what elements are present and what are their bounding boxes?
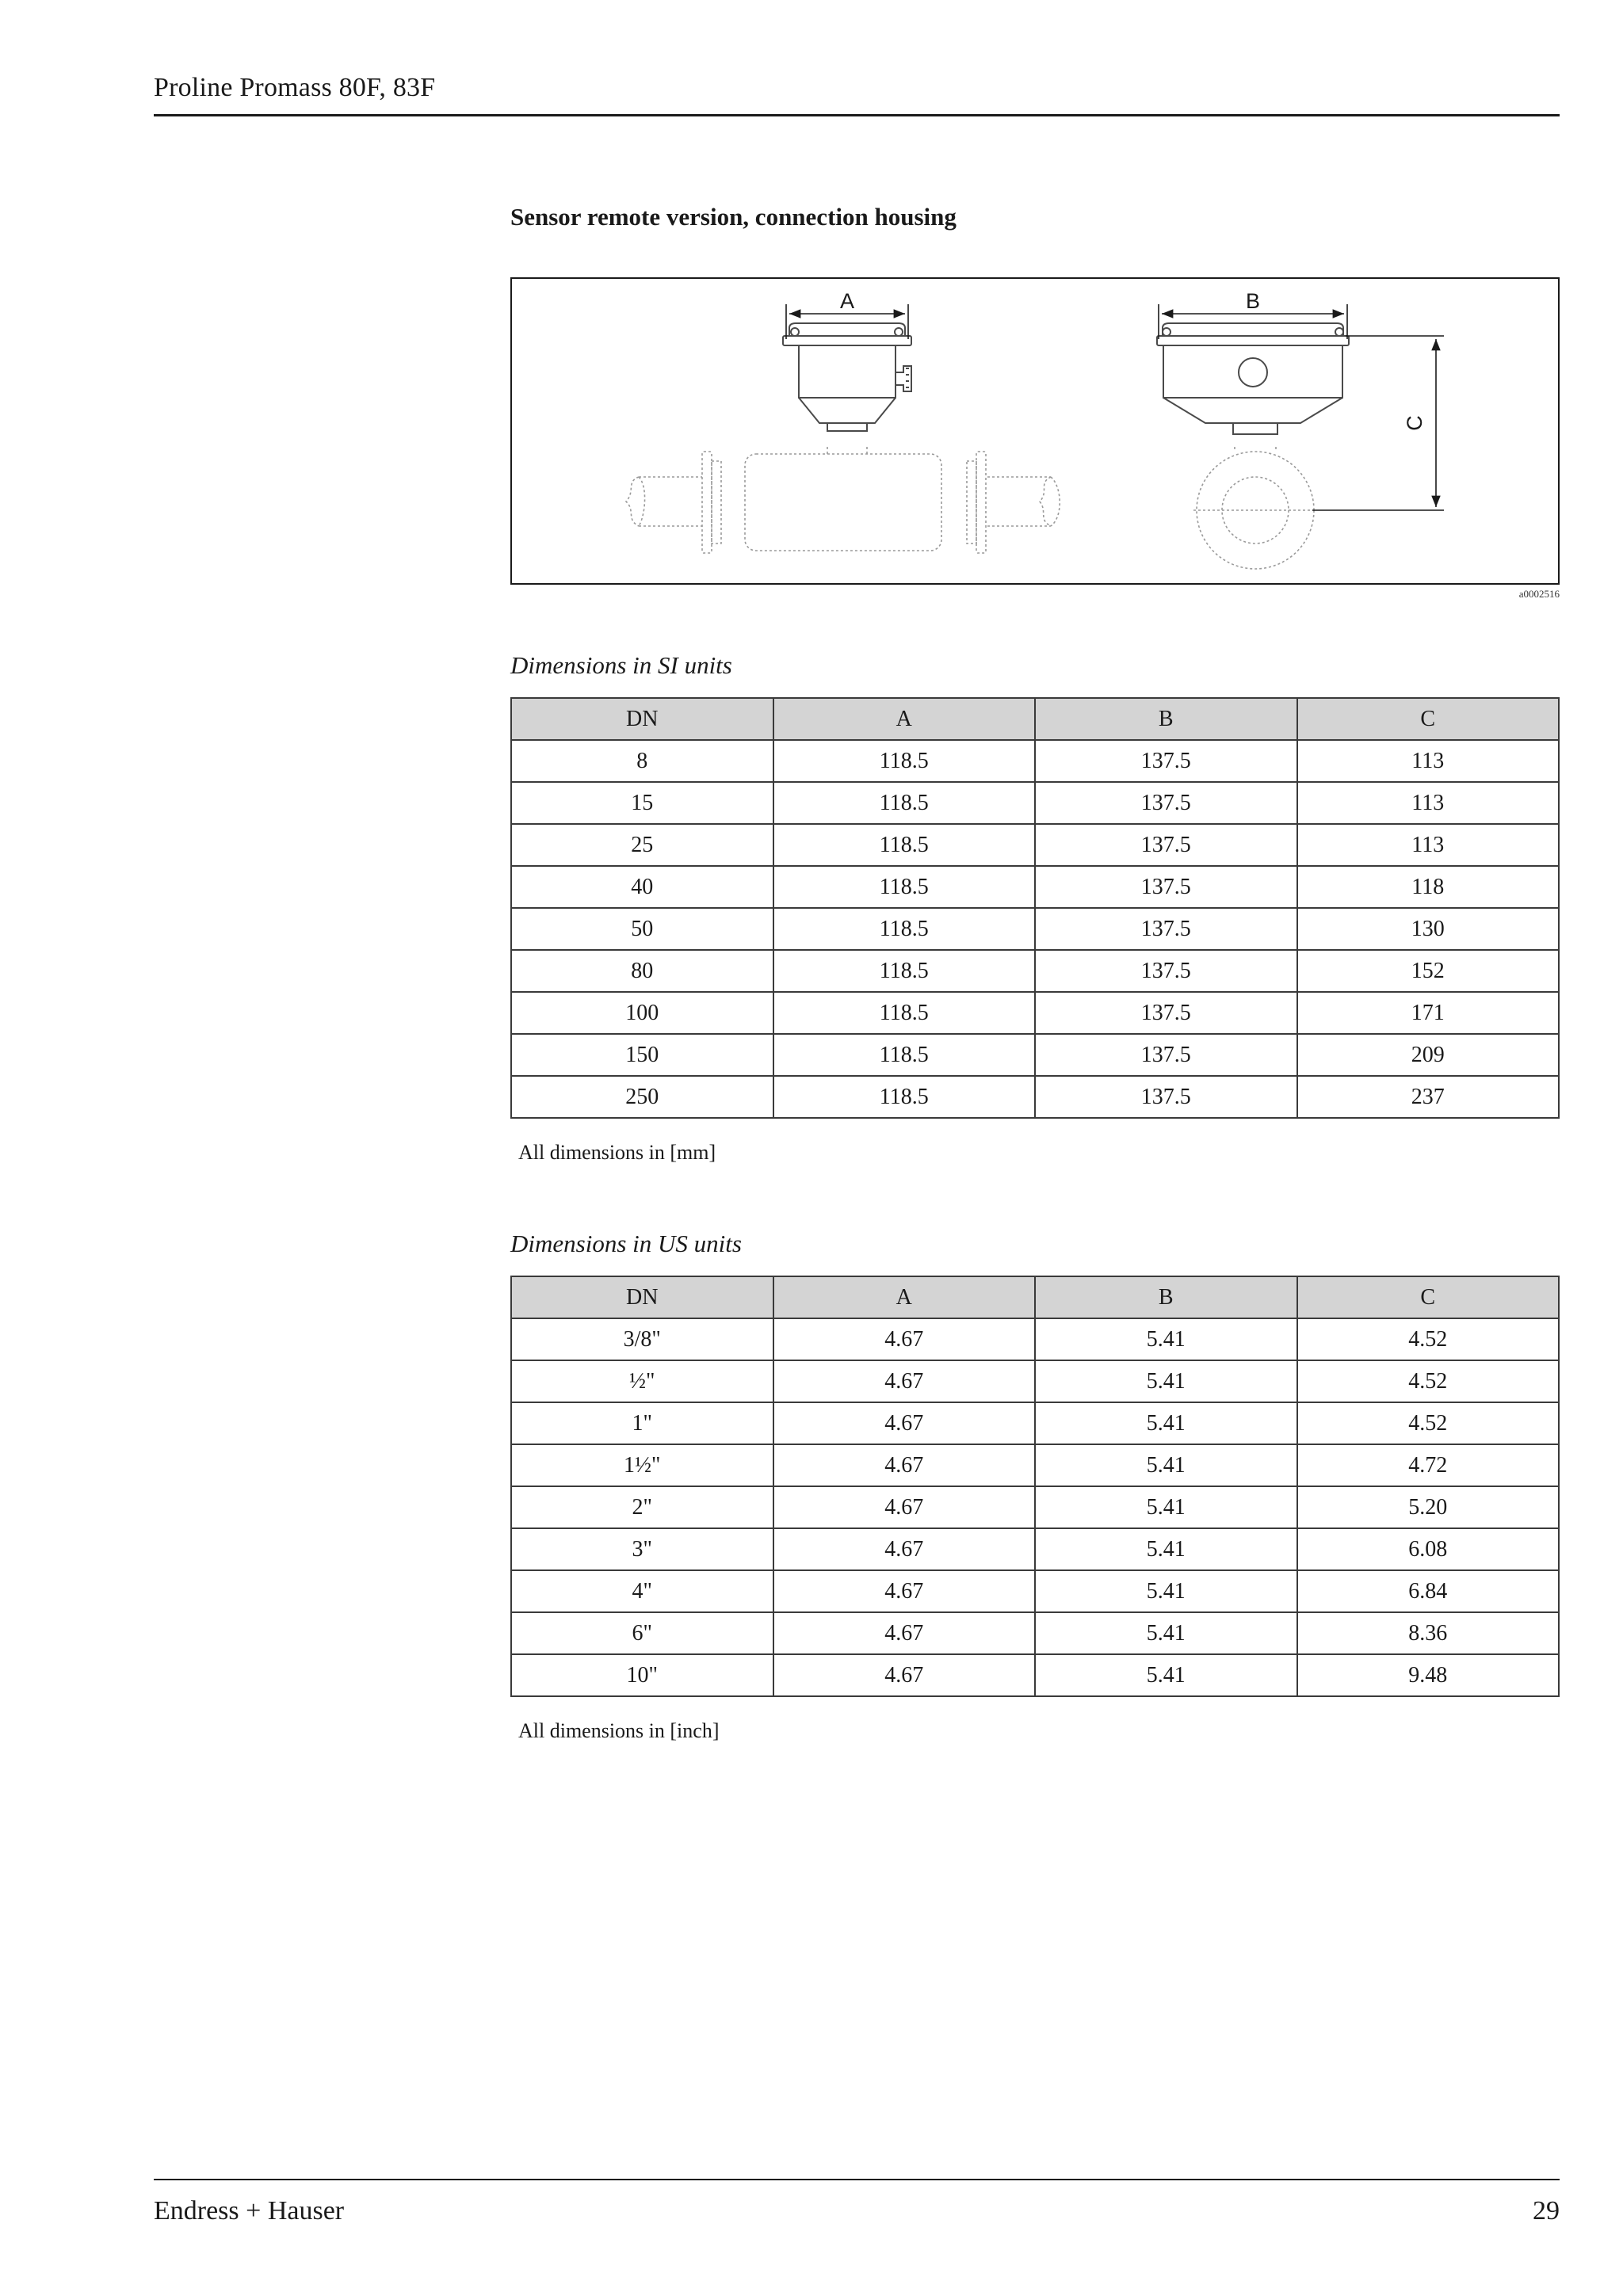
si-dimensions-table [510,697,1560,1119]
us-table-note: All dimensions in [inch] [518,1719,720,1742]
table-row [511,1612,1559,1654]
header-rule [154,114,1560,116]
side-view-drawing [626,289,1060,553]
cell-b: 137.5 [1035,992,1297,1034]
dimension-label-b: B [1245,289,1261,313]
cell-c: 4.52 [1297,1402,1560,1444]
cell-c: 9.48 [1297,1654,1560,1696]
dimension-label-c: C [1403,415,1426,431]
si-table-caption: Dimensions in SI units [510,651,732,679]
cell-c: 6.08 [1297,1528,1560,1570]
cell-a: 118.5 [773,992,1036,1034]
cell-dn: 3" [511,1528,773,1570]
cell-a: 118.5 [773,1076,1036,1118]
cell-b: 137.5 [1035,824,1297,866]
cell-c: 130 [1297,908,1560,950]
table-row [511,1444,1559,1486]
cell-b: 137.5 [1035,1076,1297,1118]
cell-c: 171 [1297,992,1560,1034]
cell-c: 4.52 [1297,1360,1560,1402]
cell-b: 5.41 [1035,1612,1297,1654]
table-row [511,1486,1559,1528]
cell-c: 4.72 [1297,1444,1560,1486]
table-row [511,1654,1559,1696]
table-row [511,740,1559,782]
column-header-dn: DN [511,1276,773,1318]
cell-a: 4.67 [773,1318,1036,1360]
table-row [511,824,1559,866]
section-heading: Sensor remote version, connection housing [510,203,957,231]
cell-dn: 8 [511,740,773,782]
table-row [511,1360,1559,1402]
cell-a: 118.5 [773,740,1036,782]
cell-dn: 25 [511,824,773,866]
table-row [511,1570,1559,1612]
cell-c: 209 [1297,1034,1560,1076]
cell-dn: 2" [511,1486,773,1528]
cell-c: 152 [1297,950,1560,992]
cell-a: 4.67 [773,1570,1036,1612]
cell-dn: 1½" [511,1444,773,1486]
column-header-a: A [773,698,1036,740]
footer-rule [154,2179,1560,2180]
cell-c: 113 [1297,740,1560,782]
table-row [511,1528,1559,1570]
cell-b: 5.41 [1035,1654,1297,1696]
table-row [511,1402,1559,1444]
cell-b: 5.41 [1035,1444,1297,1486]
cell-dn: 10" [511,1654,773,1696]
table-row [511,992,1559,1034]
cell-a: 4.67 [773,1528,1036,1570]
cell-a: 118.5 [773,782,1036,824]
table-row [511,950,1559,992]
cell-a: 118.5 [773,1034,1036,1076]
column-header-c: C [1297,698,1560,740]
cell-a: 4.67 [773,1654,1036,1696]
cell-dn: 3/8" [511,1318,773,1360]
table-row [511,782,1559,824]
front-view-drawing [1157,289,1444,569]
cell-a: 4.67 [773,1486,1036,1528]
cell-dn: 15 [511,782,773,824]
cell-c: 5.20 [1297,1486,1560,1528]
cell-c: 118 [1297,866,1560,908]
cell-c: 6.84 [1297,1570,1560,1612]
cell-dn: ½" [511,1360,773,1402]
page-number: 29 [1533,2196,1560,2225]
figure-id: a0002516 [1518,588,1560,600]
column-header-b: B [1035,698,1297,740]
table-row [511,1076,1559,1118]
table-row [511,1318,1559,1360]
cell-c: 237 [1297,1076,1560,1118]
cell-dn: 40 [511,866,773,908]
cell-b: 137.5 [1035,908,1297,950]
cell-a: 118.5 [773,908,1036,950]
cell-c: 113 [1297,782,1560,824]
footer-brand: Endress + Hauser [154,2196,345,2225]
column-header-b: B [1035,1276,1297,1318]
table-row [511,1034,1559,1076]
cell-b: 5.41 [1035,1570,1297,1612]
cell-c: 4.52 [1297,1318,1560,1360]
us-dimensions-table [510,1276,1560,1697]
cell-dn: 250 [511,1076,773,1118]
cell-a: 118.5 [773,950,1036,992]
cell-dn: 100 [511,992,773,1034]
page-header-title: Proline Promass 80F, 83F [154,73,436,102]
cell-dn: 150 [511,1034,773,1076]
technical-drawing [510,277,1560,585]
cell-b: 137.5 [1035,740,1297,782]
cell-b: 137.5 [1035,1034,1297,1076]
dimension-label-a: A [839,289,855,313]
us-table-caption: Dimensions in US units [510,1230,742,1257]
column-header-dn: DN [511,698,773,740]
cell-c: 113 [1297,824,1560,866]
table-header-row [511,698,1559,740]
cell-a: 4.67 [773,1360,1036,1402]
cell-b: 5.41 [1035,1402,1297,1444]
column-header-c: C [1297,1276,1560,1318]
cell-b: 137.5 [1035,782,1297,824]
cell-c: 8.36 [1297,1612,1560,1654]
cell-dn: 1" [511,1402,773,1444]
cell-b: 5.41 [1035,1486,1297,1528]
cell-b: 5.41 [1035,1528,1297,1570]
cell-dn: 4" [511,1570,773,1612]
cell-b: 5.41 [1035,1360,1297,1402]
cell-a: 4.67 [773,1444,1036,1486]
table-row [511,866,1559,908]
cell-dn: 80 [511,950,773,992]
cell-b: 137.5 [1035,950,1297,992]
cell-dn: 6" [511,1612,773,1654]
cell-b: 137.5 [1035,866,1297,908]
table-row [511,908,1559,950]
cell-a: 4.67 [773,1402,1036,1444]
cell-a: 118.5 [773,866,1036,908]
cell-a: 4.67 [773,1612,1036,1654]
table-header-row [511,1276,1559,1318]
cell-a: 118.5 [773,824,1036,866]
cell-dn: 50 [511,908,773,950]
column-header-a: A [773,1276,1036,1318]
cell-b: 5.41 [1035,1318,1297,1360]
si-table-note: All dimensions in [mm] [518,1141,716,1164]
